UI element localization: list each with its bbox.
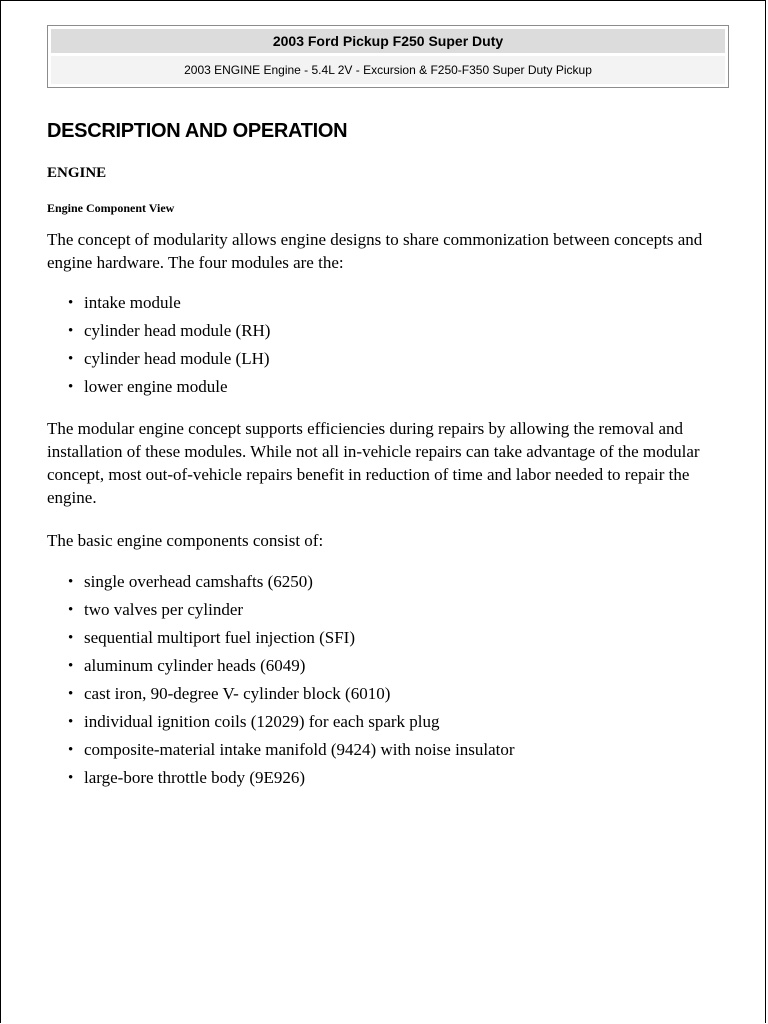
subsubsection-heading: Engine Component View — [47, 201, 175, 215]
section-heading: DESCRIPTION AND OPERATION — [47, 120, 348, 142]
document-body — [47, 117, 727, 792]
paragraph-efficiencies: The modular engine concept supports efficiencies during repairs by allowing the removal and installation of these modules. While not all in-vehicle repairs can take advantage of the modular concept, most out-of-vehicle repairs benefit in reduction of time and labor needed to repair the engine. — [47, 419, 700, 507]
list-item: • intake module — [47, 289, 727, 317]
list-item: • aluminum cylinder heads (6049) — [47, 652, 727, 680]
document-header — [47, 25, 729, 88]
list-item: • individual ignition coils (12029) for each spark plug — [47, 708, 727, 736]
list-item: • single overhead camshafts (6250) — [47, 568, 727, 596]
paragraph-modularity: The concept of modularity allows engine designs to share commonization between concepts and engine hardware. The four modules are the: — [47, 230, 703, 272]
vehicle-title: 2003 Ford Pickup F250 Super Duty — [51, 29, 725, 53]
list-item: • composite-material intake manifold (9424) with noise insulator — [47, 736, 727, 764]
list-item: • large-bore throttle body (9E926) — [47, 764, 727, 792]
engine-subtitle: 2003 ENGINE Engine - 5.4L 2V - Excursion & F250-F350 Super Duty Pickup — [51, 56, 725, 84]
list-item: • cylinder head module (RH) — [47, 317, 727, 345]
paragraph-components-intro: The basic engine components consist of: — [47, 531, 324, 550]
list-item: • two valves per cylinder — [47, 596, 727, 624]
list-item: • sequential multiport fuel injection (SFI) — [47, 624, 727, 652]
list-item: • lower engine module — [47, 373, 727, 401]
modules-list — [47, 289, 727, 401]
components-list — [47, 568, 727, 792]
list-item: • cylinder head module (LH) — [47, 345, 727, 373]
subsection-heading: ENGINE — [47, 165, 107, 181]
list-item: • cast iron, 90-degree V- cylinder block (6010) — [47, 680, 727, 708]
